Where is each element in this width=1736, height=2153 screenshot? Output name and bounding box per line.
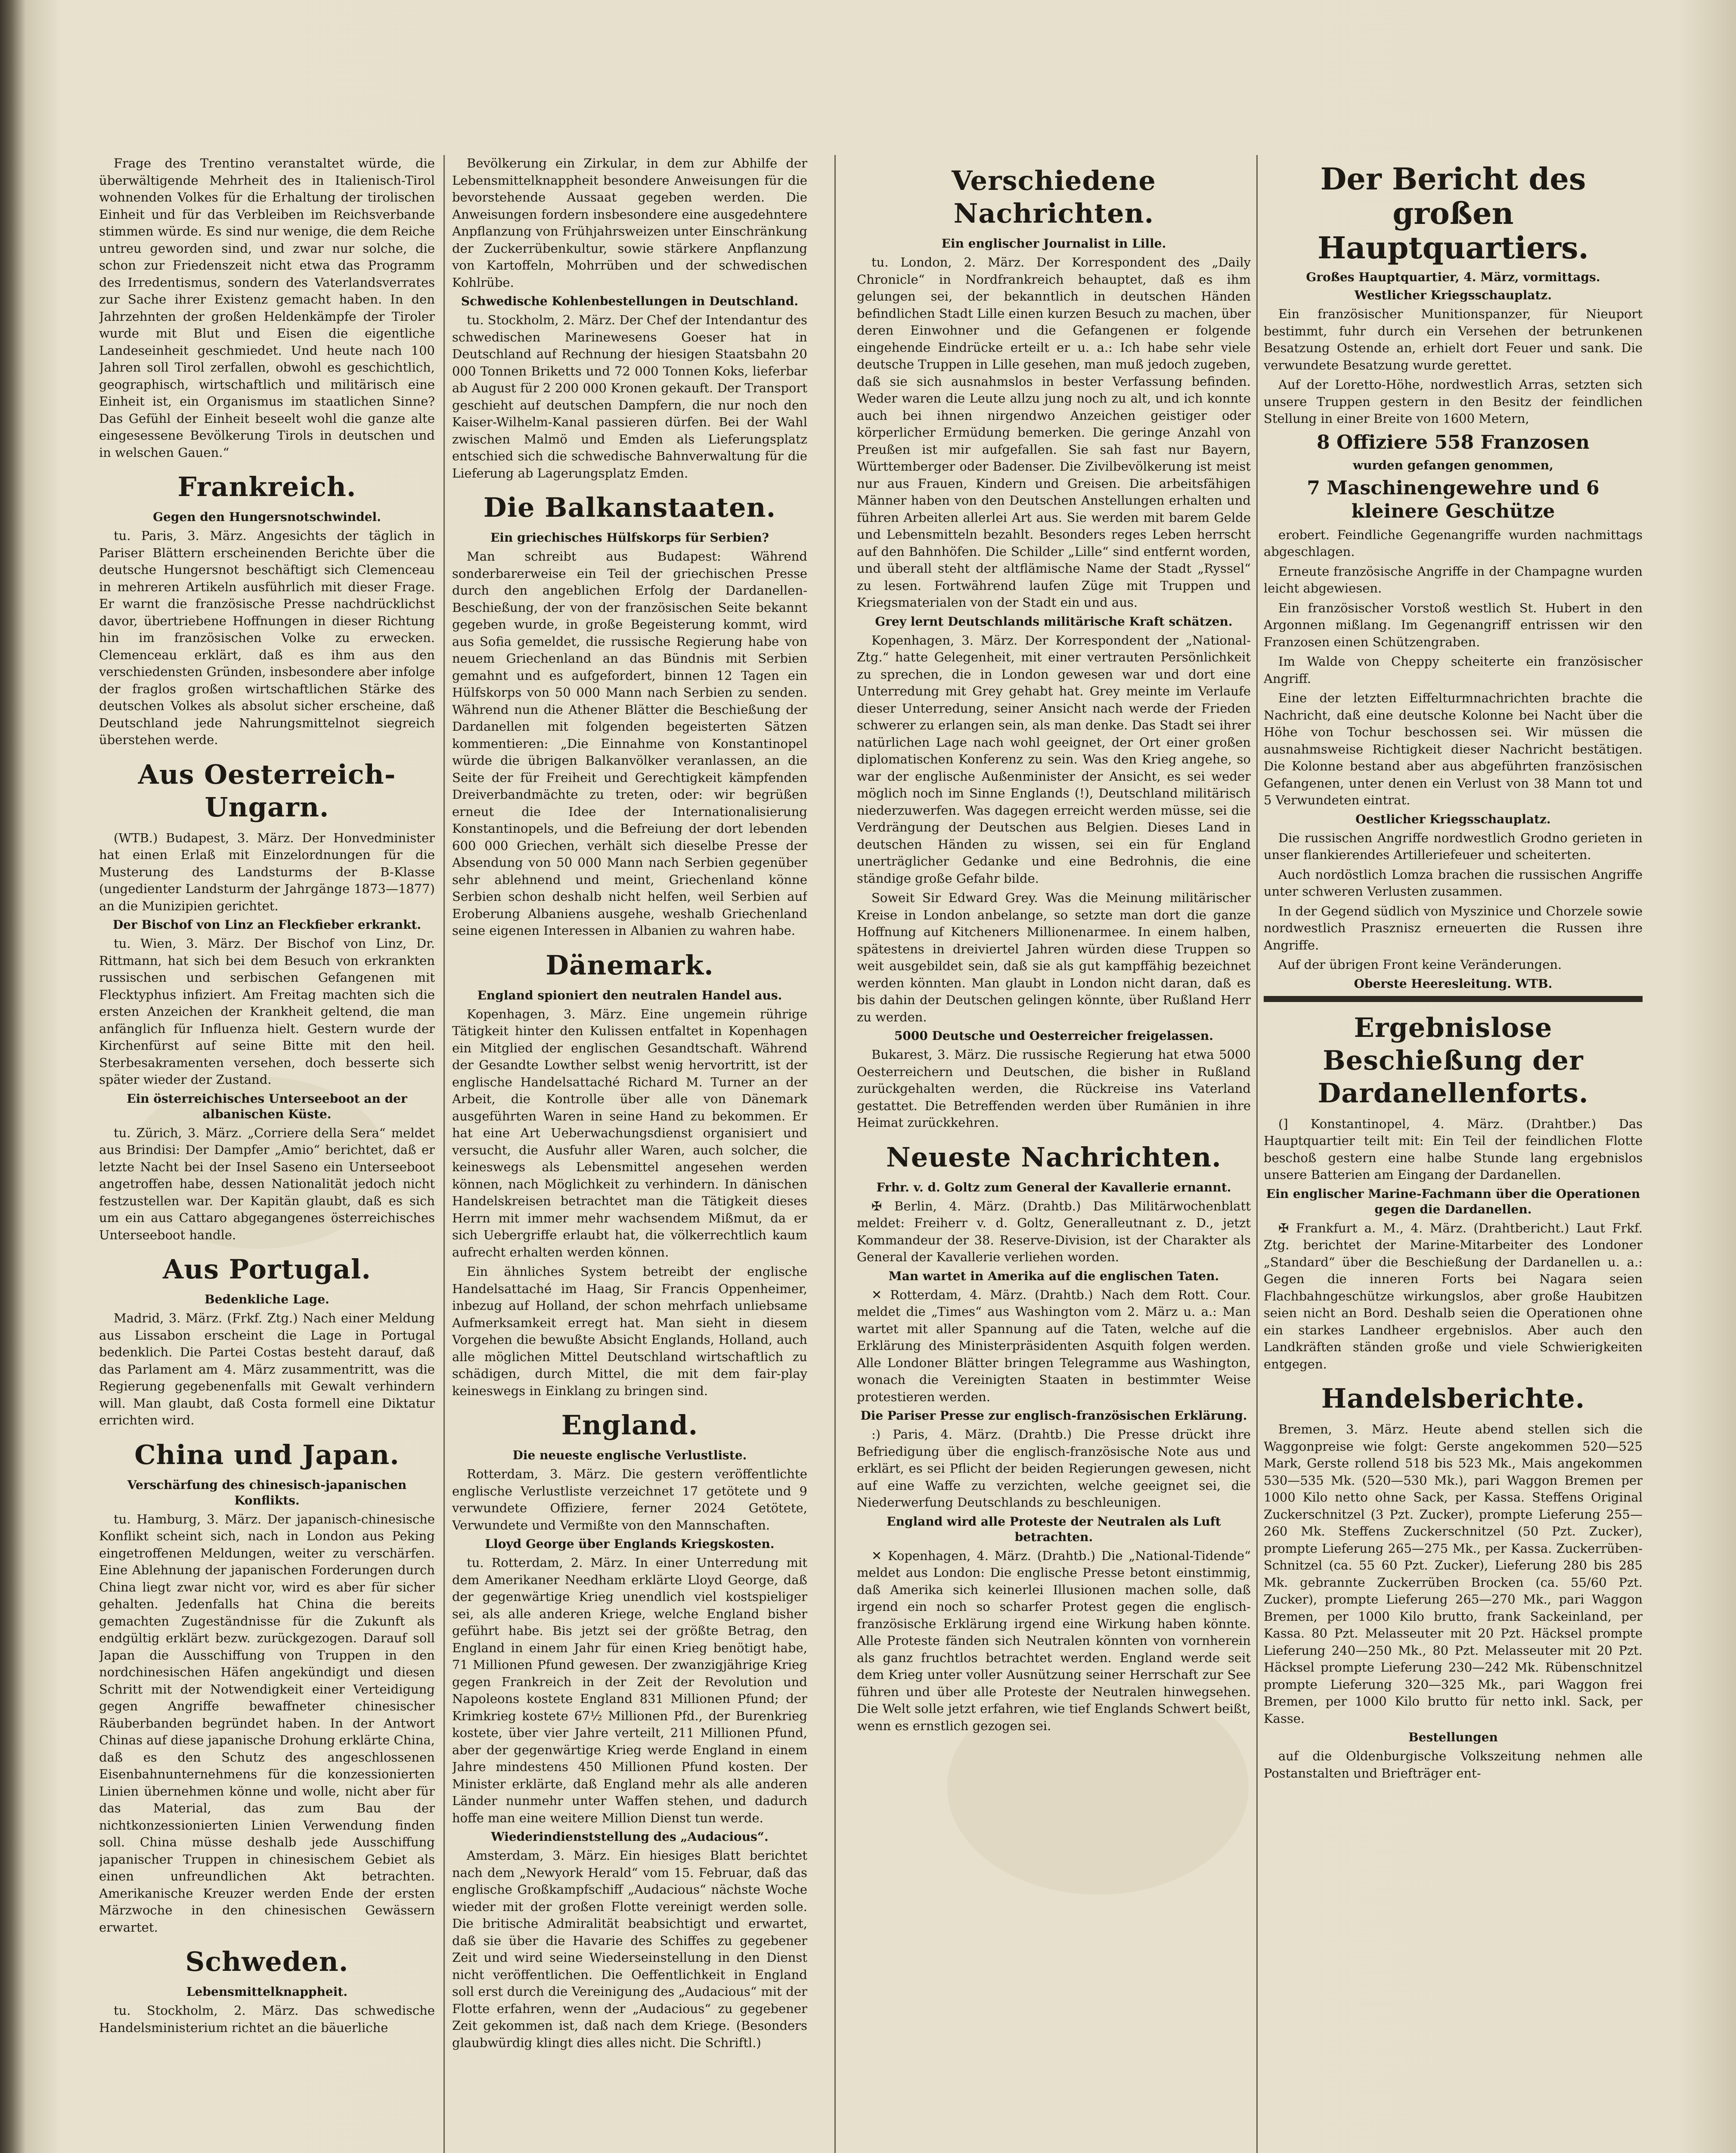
section-title: Ergebnislose Beschießung der Dardanellenforts. — [1318, 1011, 1589, 1109]
article-subheading: England spioniert den neutralen Handel aus. — [477, 988, 782, 1002]
article-paragraph: tu. Wien, 3. März. Der Bischof von Linz, Dr. Rittmann, hat sich bei dem Besuch von erkrankten russischen und serbischen Gefangenen mit Flecktyphus infiziert. Am Freitag machten sich die ersten Anzeichen der Krankheit geltend, die man anfänglich für Influenza hielt. Gestern wurde der Kirchenfürst auf seine Bitte mit den heil. Sterbesakramenten versehen, doch besserte sich später wieder der Zustand. — [99, 936, 435, 1087]
article-subheading: Großes Hauptquartier, 4. März, vormittags. — [1306, 270, 1600, 284]
article-subheading: Gegen den Hungersnotschwindel. — [153, 510, 381, 524]
article-paragraph: tu. Hamburg, 3. März. Der japanisch-chinesische Konflikt scheint sich, nach in London aus Peking eingetroffenen Meldungen, weiter zu verschärfen. Eine Ablehnung der japanischen Forderungen durch China liegt zwar nicht vor, wird es aber für sicher gehalten. Jedenfalls hat China die bereits gemachten Zugeständnisse für die Zukunft als endgültig erklärt bezw. zurückgezogen. Darauf soll Japan die Ausschiffung von Truppen in den nordchinesischen Häfen angekündigt und diesen Schritt mit der Notwendigkeit einer Verteidigung gegen Angriffe bewaffneter chinesischer Räuberbanden begründet haben. In der Antwort Chinas auf diese japanische Drohung erklärte China, daß es den Schutz des angeschlossenen Eisenbahnunternehmens für die konzessionierten Linien übernehmen könne und wolle, nicht aber für das Material, das zum Bau der nichtkonzessionierten Linien Verwendung finden soll. China müsse deshalb jede Ausschiffung japanischer Truppen in chinesischem Gebiet als einen unfreundlichen Akt betrachten. Amerikanische Kreuzer werden Ende der ersten Märzwoche in den chinesischen Gewässern erwartet. — [99, 1511, 435, 1935]
article-paragraph: Rotterdam, 3. März. Die gestern veröffentlichte englische Verlustliste verzeichnet 17 getötete und 9 verwundete Offiziere, ferner 2024 Getötete, Verwundete und Vermißte von den Mannschaften. — [452, 1467, 807, 1533]
column-rule — [1256, 155, 1258, 2153]
article-paragraph: Die russischen Angriffe nordwestlich Grodno gerieten in unser flankierendes Artilleriefeuer und scheiterten. — [1264, 830, 1643, 862]
column-2 — [452, 155, 807, 2153]
article-subheading: 5000 Deutsche und Oesterreicher freigelassen. — [894, 1029, 1214, 1043]
article-paragraph: tu. Stockholm, 2. März. Das schwedische Handelsministerium richtet an die bäuerliche — [99, 2003, 435, 2035]
article-paragraph: tu. Paris, 3. März. Angesichts der täglich in Pariser Blättern erscheinenden Berichte über die deutsche Hungersnot beschäftigt sich Clemenceau in mehreren Artikeln ausführlich mit dieser Frage. Er warnt die französische Presse nachdrücklichst davor, übertriebene Hoffnungen in dieser Richtung hin im französischen Volke zu erwecken. Clemenceau erklärt, daß es ihm aus den verschiedensten Gründen, insbesondere aber infolge der fraglos großen wirtschaftlichen Stärke des deutschen Volkes als absolut sicher erscheine, daß Deutschland jede Nahrungsmittelnot siegreich überstehen werde. — [99, 528, 435, 747]
article-paragraph: Eine der letzten Eiffelturmnachrichten brachte die Nachricht, daß eine deutsche Kolonne bei Nacht über die Höhe von Tochur beschossen sei. Wir müssen die ausnahmsweise Richtigkeit dieser Nachricht bestätigen. Die Kolonne bestand aber aus abgeführten französischen Gefangenen, unter denen ein Verlust von 38 Mann tot und 5 Verwundeten eintrat. — [1264, 691, 1643, 807]
article-paragraph: Soweit Sir Edward Grey. Was die Meinung militärischer Kreise in London anbelange, so setzte man dort die ganze Hoffnung auf Kitcheners Millionenarmee. In einem halben, spätestens in dreiviertel Jahren würden diese Truppen so weit ausgebildet sein, daß sie als gut kampffähig bezeichnet werden könnten. Man glaubt in London nicht daran, daß es bis dahin der Deutschen gelingen könnte, über Rußland Herr zu werden. — [857, 890, 1251, 1024]
article-paragraph: (WTB.) Budapest, 3. März. Der Honvedminister hat einen Erlaß mit Einzelordnungen für die Musterung des Landsturms der B-Klasse (ungedienter Landsturm der Jahrgänge 1873—1877) an die Munizipien gerichtet. — [99, 830, 435, 913]
section-title: Dänemark. — [546, 949, 714, 981]
article-paragraph: Bevölkerung ein Zirkular, in dem zur Abhilfe der Lebensmittelknappheit besondere Anweisungen für die bevorstehende Aussaat gegeben werden. Die Anweisungen fordern insbesondere eine ausgedehntere Anpflanzung von Frühjahrsweizen unter Einschränkung der Zuckerrübenkultur, sowie stärkere Anpflanzung von Kartoffeln, Mohrrüben und der schwedischen Kohlrübe. — [452, 156, 807, 290]
article-paragraph: ✠ Frankfurt a. M., 4. März. (Drahtbericht.) Laut Frkf. Ztg. berichtet der Marine-Mitarbeiter des Londoner „Standard“ über die Beschießung der Dardanellen u. a.: Gegen die inneren Forts bei Nagara seien Flachbahngeschütze wirkungslos, aber große Haubitzen seien nicht an Bord. Deshalb seien die Operationen ohne ein starkes Landheer ergebnislos. Aber auch den Landkräften ständen große und viele Schwierigkeiten entgegen. — [1264, 1220, 1643, 1371]
article-paragraph: Frage des Trentino veranstaltet würde, die überwältigende Mehrheit des in Italienisch-Tirol wohnenden Volkes für die Erhaltung der tirolischen Einheit und für das Verbleiben im Reichsverbande stimmen würde. Es sind nur wenige, die dem Reiche untreu geworden sind, und zwar nur solche, die schon zur Friedenszeit nicht etwa das Programm des Irredentismus, sondern des Vaterlandsverrates zur Sache ihrer Existenz gemacht haben. In den Jahrzehnten der großen Heldenkämpfe der Tiroler wurde mit Blut und Eisen die eigentliche Landeseinheit geschmiedet. Und heute nach 100 Jahren soll Tirol zerfallen, obwohl es geschichtlich, geographisch, wirtschaftlich und militärisch eine Einheit ist, ein Organismus im staatlichen Sinne? Das Gefühl der Einheit beseelt wohl die ganze alte eingesessene Bevölkerung Tirols in deutschen und in welschen Gauen.“ — [99, 156, 435, 460]
column-3 — [857, 155, 1251, 2153]
article-subheading: Die Pariser Presse zur englisch-französischen Erklärung. — [860, 1408, 1247, 1423]
article-subheading: Ein englischer Marine-Fachmann über die Operationen gegen die Dardanellen. — [1266, 1186, 1640, 1216]
article-paragraph: Madrid, 3. März. (Frkf. Ztg.) Nach einer Meldung aus Lissabon erscheint die Lage in Portugal bedenklich. Die Partei Costas besteht darauf, daß das Parlament am 4. März zusammentritt, was die Regierung gegebenenfalls mit Gewalt verhindern will. Man glaubt, daß Costa formell eine Diktatur errichten wird. — [99, 1311, 435, 1427]
article-paragraph: Ein französischer Vorstoß westlich St. Hubert in den Argonnen mißlang. Im Gegenangriff entrissen wir den Franzosen einen Schützengraben. — [1264, 600, 1643, 649]
emphasis-line: 7 Maschinengewehre und 6 kleinere Geschütze — [1307, 477, 1600, 522]
article-subheading: Bedenkliche Lage. — [205, 1292, 329, 1306]
article-paragraph: tu. Stockholm, 2. März. Der Chef der Intendantur des schwedischen Marinewesens Goeser hat in Deutschland auf Rechnung der hiesigen Staatsbahn 20 000 Tonnen Briketts und 72 000 Tonnen Koks, lieferbar ab August für 2 200 000 Kronen gekauft. Der Transport geschieht auf deutschen Dampfern, die nur noch den Kaiser-Wilhelm-Kanal passieren dürfen. Bei der Wahl zwischen Malmö und Emden als Lieferungsplatz entschied sich die schwedische Bahnverwaltung für die Lieferung ab Lagerungsplatz Emden. — [452, 313, 807, 481]
article-subheading: Lloyd George über Englands Kriegskosten. — [485, 1537, 775, 1551]
article-subheading: Ein österreichisches Unterseeboot an der albanischen Küste. — [127, 1091, 407, 1121]
article-subheading: Verschärfung des chinesisch-japanischen Konflikts. — [127, 1477, 407, 1508]
column-4 — [1264, 155, 1643, 2153]
article-paragraph: Man schreibt aus Budapest: Während sonderbarerweise ein Teil der griechischen Presse durch den angeblichen Erfolg der Dardanellen-Beschießung, der von der französischen Seite bekannt gegeben wurde, in große Begeisterung kommt, wird aus Sofia gemeldet, die russische Regierung habe von neuem Griechenland an das Bündnis mit Serbien gemahnt und es aufgefordert, binnen 12 Tagen ein Hülfskorps von 50 000 Mann nach Serbien zu senden. Während nun die Athener Blätter die Beschießung der Dardanellen mit folgenden begeisterten Sätzen kommentieren: „Die Einnahme von Konstantinopel würde die übrigen Balkanvölker veranlassen, an die Seite der für Freiheit und Gerechtigkeit kämpfenden Dreiverbandmächte zu treten, oder: wir begrüßen erneut die Idee der Internationalisierung Konstantinopels, und die Befreiung der dort lebenden 600 000 Griechen, verhält sich dieselbe Presse der Absendung von 50 000 Mann nach Serbien gegenüber sehr ablehnend und meint, Griechenland könne Serbien schon deshalb nicht helfen, weil Serbien auf Eroberung Albaniens ausgehe, weshalb Griechenland seine eigenen Interessen in Albanien zu wahren habe. — [452, 549, 807, 938]
article-paragraph: Im Walde von Cheppy scheiterte ein französischer Angriff. — [1264, 654, 1643, 686]
article-paragraph: (] Konstantinopel, 4. März. (Drahtber.) Das Hauptquartier teilt mit: Ein Teil der feindlichen Flotte beschoß gestern eine halbe Stunde lang ergebnislos unsere Batterien am Eingang der Dardanellen. — [1264, 1116, 1643, 1182]
article-subheading: Wiederindienststellung des „Audacious“. — [491, 1830, 769, 1844]
article-subheading: Grey lernt Deutschlands militärische Kraft schätzen. — [875, 614, 1233, 629]
section-title: Neueste Nachrichten. — [886, 1141, 1221, 1173]
section-title: Handelsberichte. — [1321, 1383, 1585, 1414]
section-title: Frankreich. — [177, 471, 356, 503]
article-subheading: Frhr. v. d. Goltz zum General der Kavallerie ernannt. — [876, 1180, 1231, 1194]
article-subheading: Ein englischer Journalist in Lille. — [941, 236, 1166, 251]
article-paragraph: Erneute französische Angriffe in der Champagne wurden leicht abgewiesen. — [1264, 564, 1643, 596]
article-paragraph: Ein ähnliches System betreibt der englische Handelsattaché im Haag, Sir Francis Oppenheimer, inbezug auf Holland, der schon mehrfach unliebsame Aufmerksamkeit erregt hat. Man sieht in diesem Vorgehen die bewußte Absicht Englands, Holland, auch alle möglichen Mittel Deutschland wirtschaftlich zu schädigen, durch Mittel, die mit dem fair-play keineswegs in Einklang zu bringen sind. — [452, 1264, 807, 1398]
article-paragraph: ✕ Kopenhagen, 4. März. (Drahtb.) Die „National-Tidende“ meldet aus London: Die englische Presse betont einstimmig, daß Amerika sich keinerlei Illusionen machen solle, daß irgend ein noch so scharfer Protest gegen die englisch-französische Erklärung irgend eine Wirkung haben könnte. Alle Proteste fänden sich Neutralen könnten von vornherein als ganz fruchtlos betrachtet werden. England werde seit dem Krieg unter voller Ausnützung seiner Herrschaft zur See führen und über alle Proteste der Neutralen hinwegsehen. Die Welt solle jetzt erfahren, wie tief Englands Schwert beißt, wenn es ernstlich gezogen sei. — [857, 1548, 1251, 1733]
column-1 — [99, 155, 435, 2153]
article-subheading: England wird alle Proteste der Neutralen als Luft betrachten. — [887, 1514, 1221, 1544]
article-paragraph: Auch nordöstlich Lomza brachen die russischen Angriffe unter schweren Verlusten zusammen. — [1264, 867, 1643, 899]
article-subheading: Der Bischof von Linz an Fleckfieber erkrankt. — [112, 918, 422, 932]
article-paragraph: auf die Oldenburgische Volkszeitung nehmen alle Postanstalten und Briefträger ent- — [1264, 1749, 1643, 1781]
article-paragraph: Kopenhagen, 3. März. Der Korrespondent der „National-Ztg.“ hatte Gelegenheit, mit einer vertrauten Persönlichkeit zu sprechen, die in London gewesen war und dort eine Unterredung mit Grey gehabt hat. Grey meinte im Verlaufe dieser Unterredung, seiner Ansicht nach werde der Frieden schwerer zu erlangen sein, als man denke. Das Stadt sei ihrer natürlichen Lage nach wohl geeignet, der Ort einer großen diplomatischen Konferenz zu sein. Was den Krieg angehe, so war der englische Außenminister der Ansicht, es sei weder möglich noch im Sinne Englands (!), Deutschland militärisch niederzuwerfen. Was dagegen erreicht werden müsse, sei die Verdrängung der Deutschen aus Belgien. Dieses Land in deutschen Händen zu wissen, sei ein für England unerträglicher Gedanke und eine Bedrohnis, die eine ständige große Gefahr bilde. — [857, 633, 1251, 886]
section-title: China und Japan. — [134, 1439, 400, 1470]
article-paragraph: Ein französischer Munitionspanzer, für Nieuport bestimmt, fuhr durch ein Versehen der betrunkenen Besatzung Ostende an, erhielt dort Feuer und sank. Die verwundete Besatzung wurde gerettet. — [1264, 307, 1643, 372]
article-subheading: Lebensmittelknappheit. — [186, 1985, 348, 1999]
article-paragraph: Auf der Loretto-Höhe, nordwestlich Arras, setzten sich unsere Truppen gestern in den Besitz der feindlichen Stellung in einer Breite von 1600 Metern, — [1264, 377, 1643, 426]
section-title: Aus Portugal. — [162, 1253, 372, 1285]
article-subheading: Bestellungen — [1408, 1730, 1498, 1744]
emphasis-line: 8 Offiziere 558 Franzosen — [1317, 431, 1590, 453]
section-title: Aus Oesterreich-Ungarn. — [138, 758, 396, 823]
article-paragraph: :) Paris, 4. März. (Drahtb.) Die Presse drückt ihre Befriedigung über die englisch-französische Note aus und erklärt, es sei Pflicht der beiden Regierungen gewesen, nicht auf eine Waffe zu verzichten, welche geeignet sei, die Niederwerfung Deutschlands zu beschleunigen. — [857, 1427, 1251, 1510]
section-title: Die Balkanstaaten. — [483, 492, 776, 523]
column-rule — [443, 155, 445, 2153]
article-subheading: Man wartet in Amerika auf die englischen Taten. — [888, 1269, 1219, 1283]
article-subheading: Die neueste englische Verlustliste. — [512, 1448, 747, 1462]
article-paragraph: Bukarest, 3. März. Die russische Regierung hat etwa 5000 Oesterreichern und Deutschen, die bisher in Rußland zurückgehalten werden, die Rückreise ins Vaterland gestattet. Die Betreffenden werden über Rumänien in ihre Heimat zurückkehren. — [857, 1047, 1251, 1130]
article-paragraph: tu. Zürich, 3. März. „Corriere della Sera“ meldet aus Brindisi: Der Dampfer „Amio“ berichtet, daß er letzte Nacht bei der Insel Saseno ein Unterseeboot angetroffen habe, dessen Nationalität jedoch nicht festzustellen war. Der Kapitän glaubt, daß es sich um ein aus Cattaro abgegangenes österreichisches Unterseeboot handle. — [99, 1125, 435, 1242]
report-title: Der Bericht des großen Hauptquartiers. — [1318, 161, 1589, 266]
article-paragraph: erobert. Feindliche Gegenangriffe wurden nachmittags abgeschlagen. — [1264, 527, 1643, 559]
section-title: Verschiedene Nachrichten. — [952, 165, 1156, 229]
article-paragraph: ✠ Berlin, 4. März. (Drahtb.) Das Militärwochenblatt meldet: Freiherr v. d. Goltz, Generalleutnant z. D., jetzt Kommandeur der 38. Reserve-Division, ist der Charakter als General der Kavallerie verliehen worden. — [857, 1198, 1251, 1264]
article-subheading: Schwedische Kohlenbestellungen in Deutschland. — [461, 294, 799, 308]
article-paragraph: tu. London, 2. März. Der Korrespondent des „Daily Chronicle“ in Nordfrankreich behauptet, daß es ihm gelungen sei, der bekanntlich in deutschen Händen befindlichen Stadt Lille einen kurzen Besuch zu machen, über deren Einwohner und die Gefangenen er folgende eingehende Eindrücke erteilt er u. a.: Ich habe sehr viele deutsche Truppen in Lille gesehen, man muß jedoch zugeben, daß sie sich ausnahmslos in bester Verfassung befinden. Weder waren die Leute allzu jung noch zu alt, und ich konnte auch bei ihnen nirgendwo Anzeichen geistiger oder körperlicher Ermüdung bemerken. Die geringe Anzahl von Preußen ist mir aufgefallen. Sie sah fast nur Bayern, Württemberger oder Badenser. Die Zivilbevölkerung ist meist nur aus Frauen, Kindern und Greisen. Die arbeitsfähigen Männer haben von den Deutschen Anstellungen erhalten und führen Arbeiten allerlei Art aus. Sie werden mit barem Gelde und Lebensmitteln bezahlt. Besonders reges Leben herrscht auf den Bahnhöfen. Die Schilder „Lille“ sind entfernt worden, und überall steht der altflämische Name der Stadt „Ryssel“ zu lesen. Fortwährend laufen Züge mit Truppen und Kriegsmaterialen von der Stadt ein und aus. — [857, 255, 1251, 610]
article-paragraph: Bremen, 3. März. Heute abend stellen sich die Waggonpreise wie folgt: Gerste angekommen 520—525 Mark, Gerste rollend 518 bis 523 Mk., Mais angekommen 530—535 Mk. (520—530 Mk.), pari Waggon Bremen per 1000 Kilo netto ohne Sack, per Kassa. Steffens Original Zuckerschnitzel (3 Pzt. Zucker), prompte Lieferung 255—260 Mk. Steffens Zuckerschnitzel (50 Pzt. Zucker), prompte Lieferung 265—275 Mk., per Kassa. Zuckerrüben-Schnitzel (ca. 55 60 Pzt. Zucker), Lieferung 280 bis 285 Mk. gebrannte Zuckerrüben Brocken (ca. 55/60 Pzt. Zucker), prompte Lieferung 265—270 Mk., pari Waggon Bremen, per 1000 Kilo brutto, frank Sackeinland, per Kassa. 80 Pzt. Melasseuter mit 20 Pzt. Häcksel prompte Lieferung 240—250 Mk., 80 Pzt. Melasseuter mit 20 Pzt. Häcksel prompte Lieferung 230—242 Mk. Rübenschnitzel prompte Lieferung 320—325 Mk., pari Waggon frei Bremen, per 1000 Kilo brutto für netto inkl. Sack, per Kasse. — [1264, 1422, 1643, 1726]
article-subheading: Oestlicher Kriegsschauplatz. — [1355, 812, 1551, 826]
article-paragraph: Amsterdam, 3. März. Ein hiesiges Blatt berichtet nach dem „Newyork Herald“ vom 15. Februar, daß das englische Großkampfschiff „Audacious“ nächste Woche wieder mit der großen Flotte vereinigt werden solle. Die britische Admiralität beabsichtigt und erwartet, daß sie über die Havarie des Schiffes zu gegebener Zeit und wird seine Wiederseinstellung in den Dienst nicht veröffentlichen. Die Oeffentlichkeit in England soll erst durch die Vereinigung des „Audacious“ mit der Flotte erfahren, wenn der „Audacious“ zu gegebener Zeit gekommen ist, daß nach dem Kriege. (Besonders glaubwürdig klingt dies alles nicht. Die Schriftl.) — [452, 1848, 807, 2050]
article-subheading: Westlicher Kriegsschauplatz. — [1354, 288, 1552, 302]
section-title: England. — [561, 1409, 698, 1441]
article-paragraph: tu. Rotterdam, 2. März. In einer Unterredung mit dem Amerikaner Needham erklärte Lloyd George, daß der gegenwärtige Krieg unendlich viel kostspieliger sei, als alle anderen Kriege, welche England bisher geführt habe. Bis jetzt sei der größte Betrag, den England in einem Jahr für einen Krieg benötigt habe, 71 Millionen Pfund gewesen. Der zwanzigjährige Krieg gegen Frankreich in der Zeit der Revolution und Napoleons kostete England 831 Millionen Pfund; der Krimkrieg kostete 67½ Millionen Pfd., der Burenkrieg kostete, über vier Jahre verteilt, 211 Millionen Pfund, aber der gegenwärtige Krieg werde England in einem Jahre mindestens 450 Millionen Pfund kosten. Der Minister erklärte, daß England mehr als alle anderen Länder nunmehr unter Waffen stehen, und dadurch hoffe man eine weitere Million Dienst tun werde. — [452, 1555, 807, 1825]
article-paragraph: Kopenhagen, 3. März. Eine ungemein rührige Tätigkeit hinter den Kulissen entfaltet in Kopenhagen ein Mitglied der englischen Gesandtschaft. Während der Gesandte Lowther selbst wenig hervortritt, ist der englische Handelsattaché Richard M. Turner an der Arbeit, die Kontrolle über alle von Dänemark ausgeführten Waren in seine Hand zu bekommen. Er hat eine Art Ueberwachungsdienst organisiert und versucht, die Ausfuhr aller Waren, auch solcher, die keineswegs als Lebensmittel angesehen werden können, nach Möglichkeit zu verhindern. In dänischen Handelskreisen betrachtet man die Tätigkeit dieses Herrn mit immer mehr wachsendem Mißmut, da er sich Uebergriffe erlaubt hat, die völkerrechtlich kaum aufrecht erhalten werden können. — [452, 1006, 807, 1260]
article-subheading: wurden gefangen genommen, — [1353, 458, 1553, 472]
article-subheading: Oberste Heeresleitung. WTB. — [1354, 976, 1553, 991]
column-rule — [834, 155, 836, 2153]
section-title: Schweden. — [185, 1946, 349, 1977]
article-paragraph: Auf der übrigen Front keine Veränderungen. — [1278, 957, 1562, 972]
article-subheading: Ein griechisches Hülfskorps für Serbien? — [490, 530, 769, 545]
divider-bar — [1264, 996, 1643, 1002]
article-paragraph: In der Gegend südlich von Myszinice und Chorzele sowie nordwestlich Prasznisz erneuerten die Russen ihre Angriffe. — [1264, 903, 1643, 952]
article-paragraph: ✕ Rotterdam, 4. März. (Drahtb.) Nach dem Rott. Cour. meldet die „Times“ aus Washington vom 2. März u. a.: Man wartet mit aller Spannung auf die Taten, welche auf die Erklärung des Ministerpräsidenten Asquith folgen werden. Alle Londoner Blätter bringen Telegramme aus Washington, wonach die Vereinigten Staaten in bestimmter Weise protestieren werden. — [857, 1287, 1251, 1404]
